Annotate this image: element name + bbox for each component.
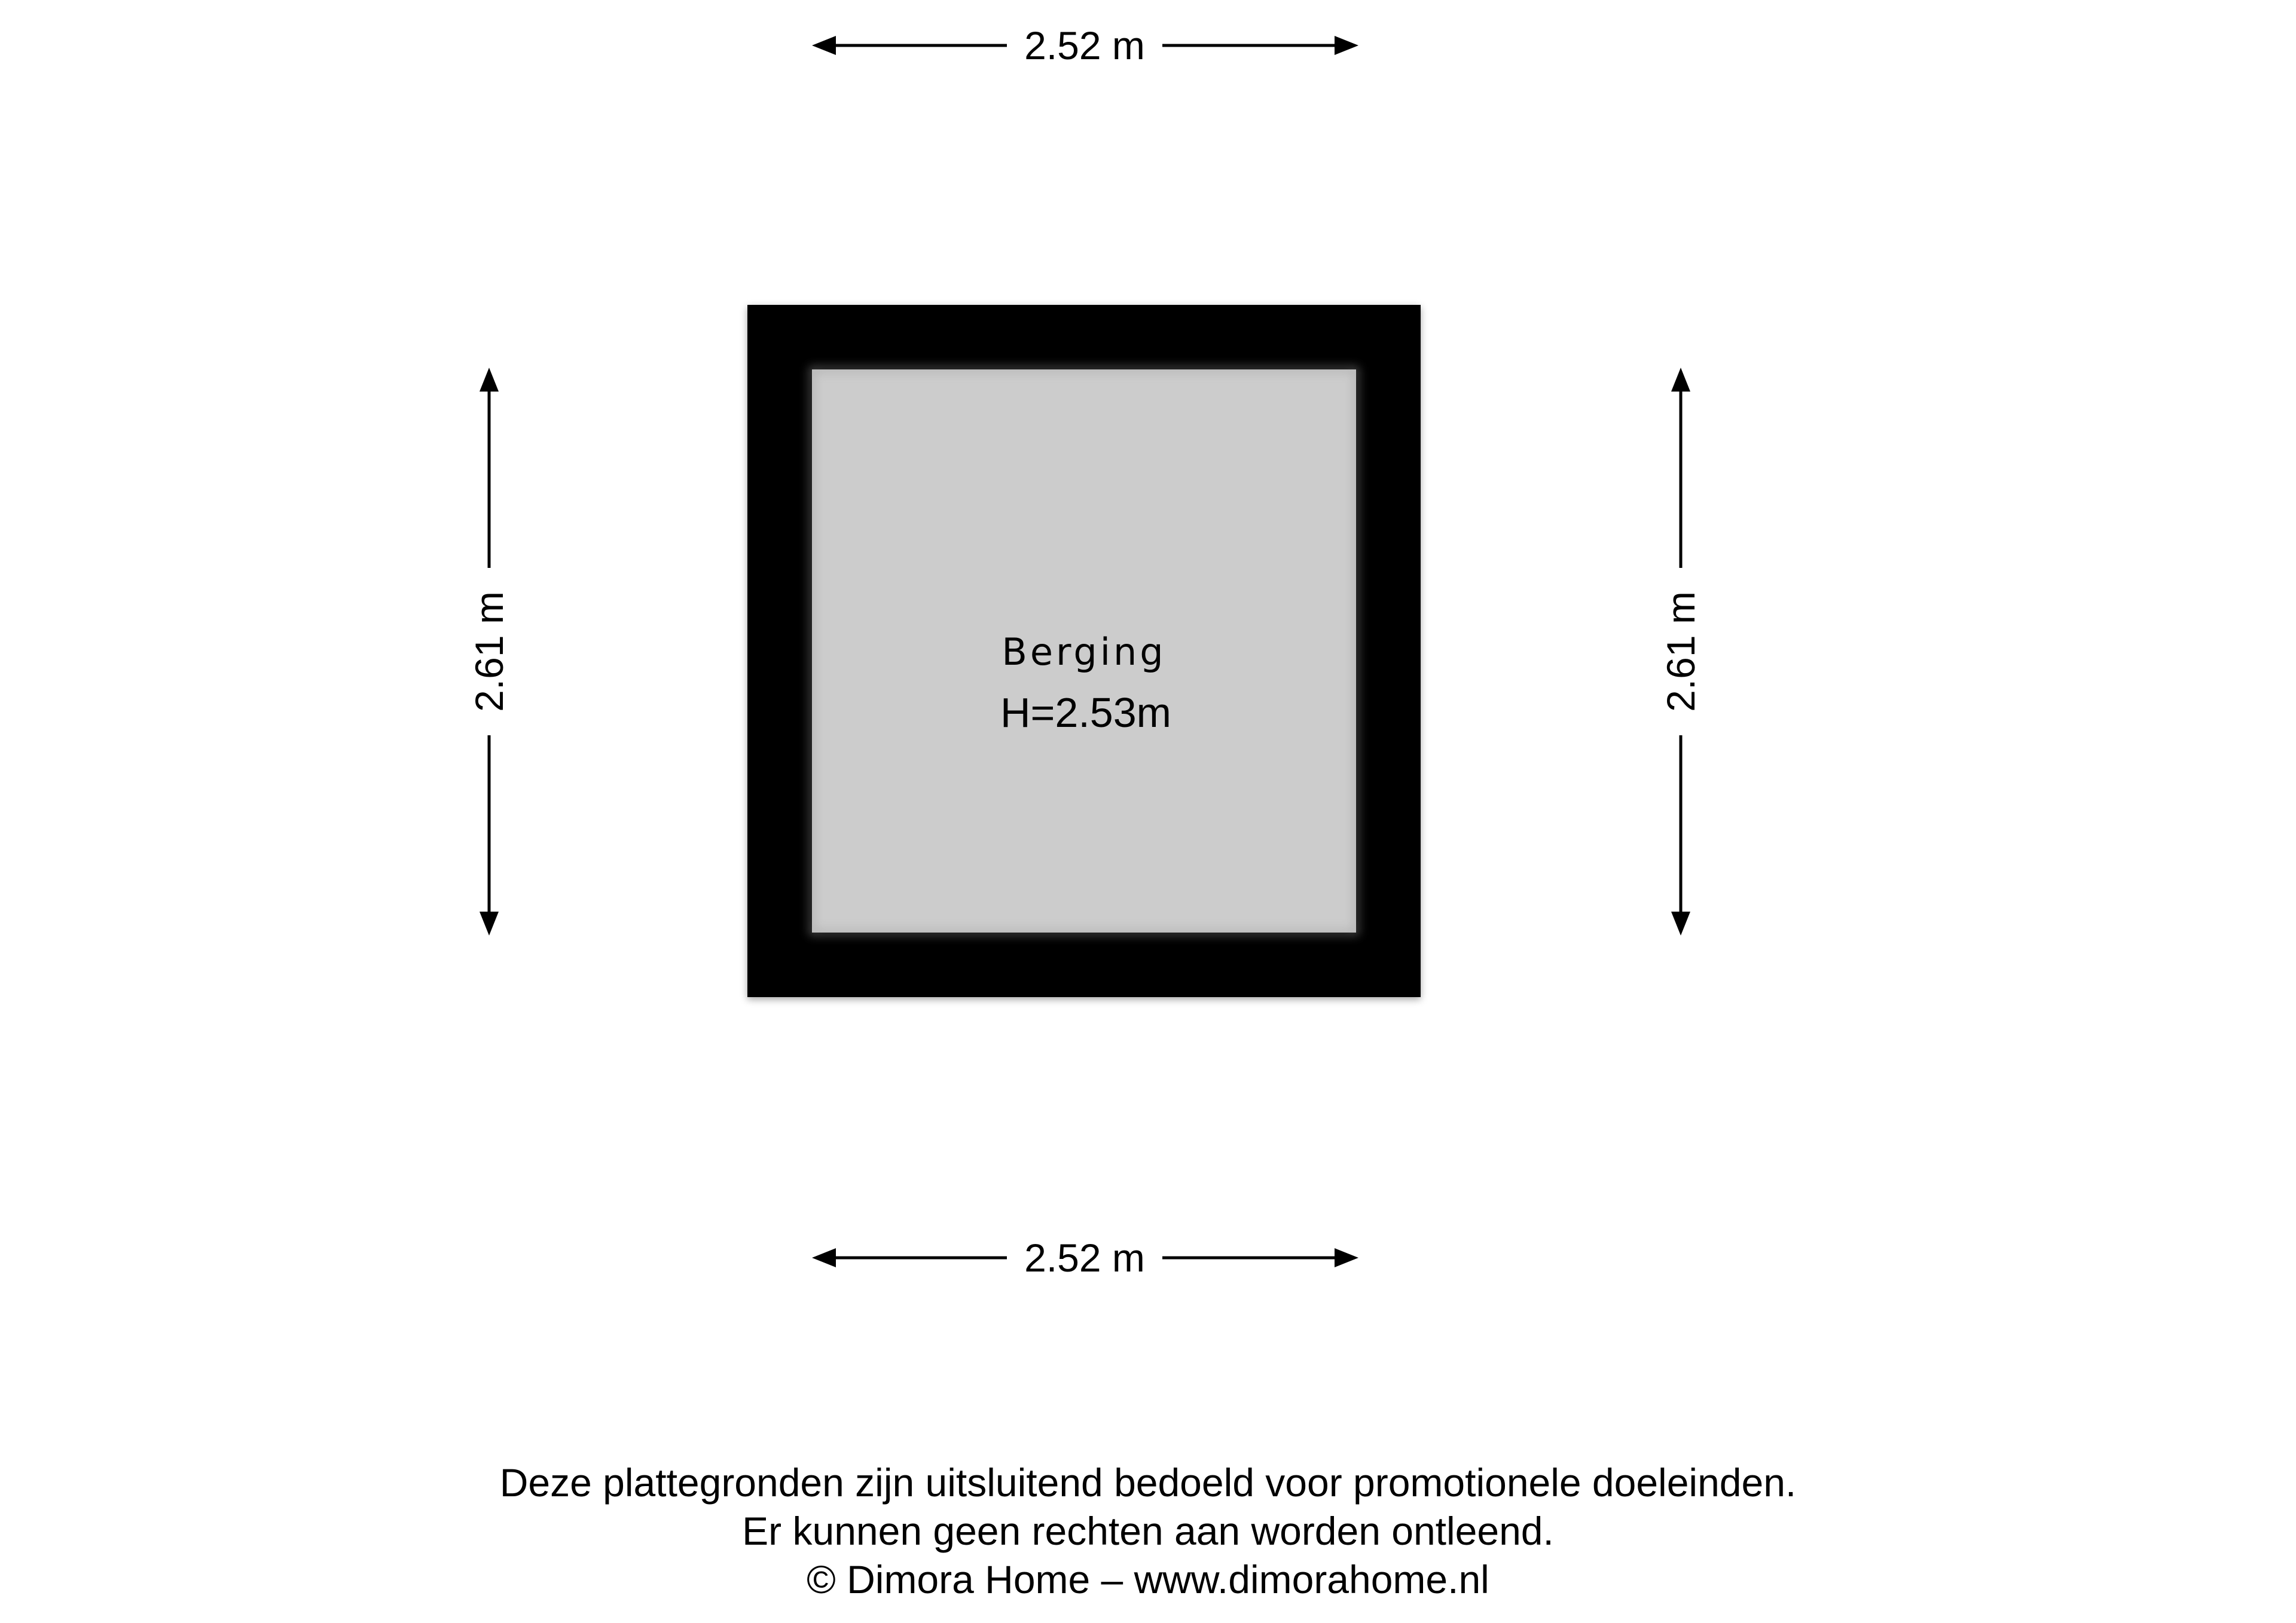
dimension-left (467, 368, 511, 936)
arrow-right-icon (1335, 36, 1358, 55)
dimension-right-label: 2.61 m (1659, 591, 1703, 712)
disclaimer-line-1: Deze plattegronden zijn uitsluitend bedoeld voor promotionele doeleinden. (499, 1460, 1797, 1505)
disclaimer-line-2: Er kunnen geen rechten aan worden ontleend. (742, 1509, 1554, 1553)
dimension-top-label: 2.52 m (1024, 23, 1145, 68)
dimension-left-label: 2.61 m (467, 591, 511, 712)
room-height: H=2.53m (1000, 689, 1171, 736)
dimension-bottom (812, 1236, 1358, 1280)
arrow-left-icon (812, 36, 836, 55)
room-berging (747, 305, 1421, 997)
disclaimer (0, 1459, 2296, 1604)
dimension-top (812, 23, 1358, 68)
arrow-up-icon (480, 368, 499, 392)
dimension-right (1659, 368, 1703, 936)
arrow-up-icon (1671, 368, 1690, 392)
arrow-down-icon (480, 912, 499, 936)
arrow-left-icon (812, 1248, 836, 1267)
copyright-line: © Dimora Home – www.dimorahome.nl (807, 1557, 1489, 1601)
arrow-right-icon (1335, 1248, 1358, 1267)
room-name: Berging (1002, 630, 1167, 674)
arrow-down-icon (1671, 912, 1690, 936)
dimension-bottom-label: 2.52 m (1024, 1236, 1145, 1280)
